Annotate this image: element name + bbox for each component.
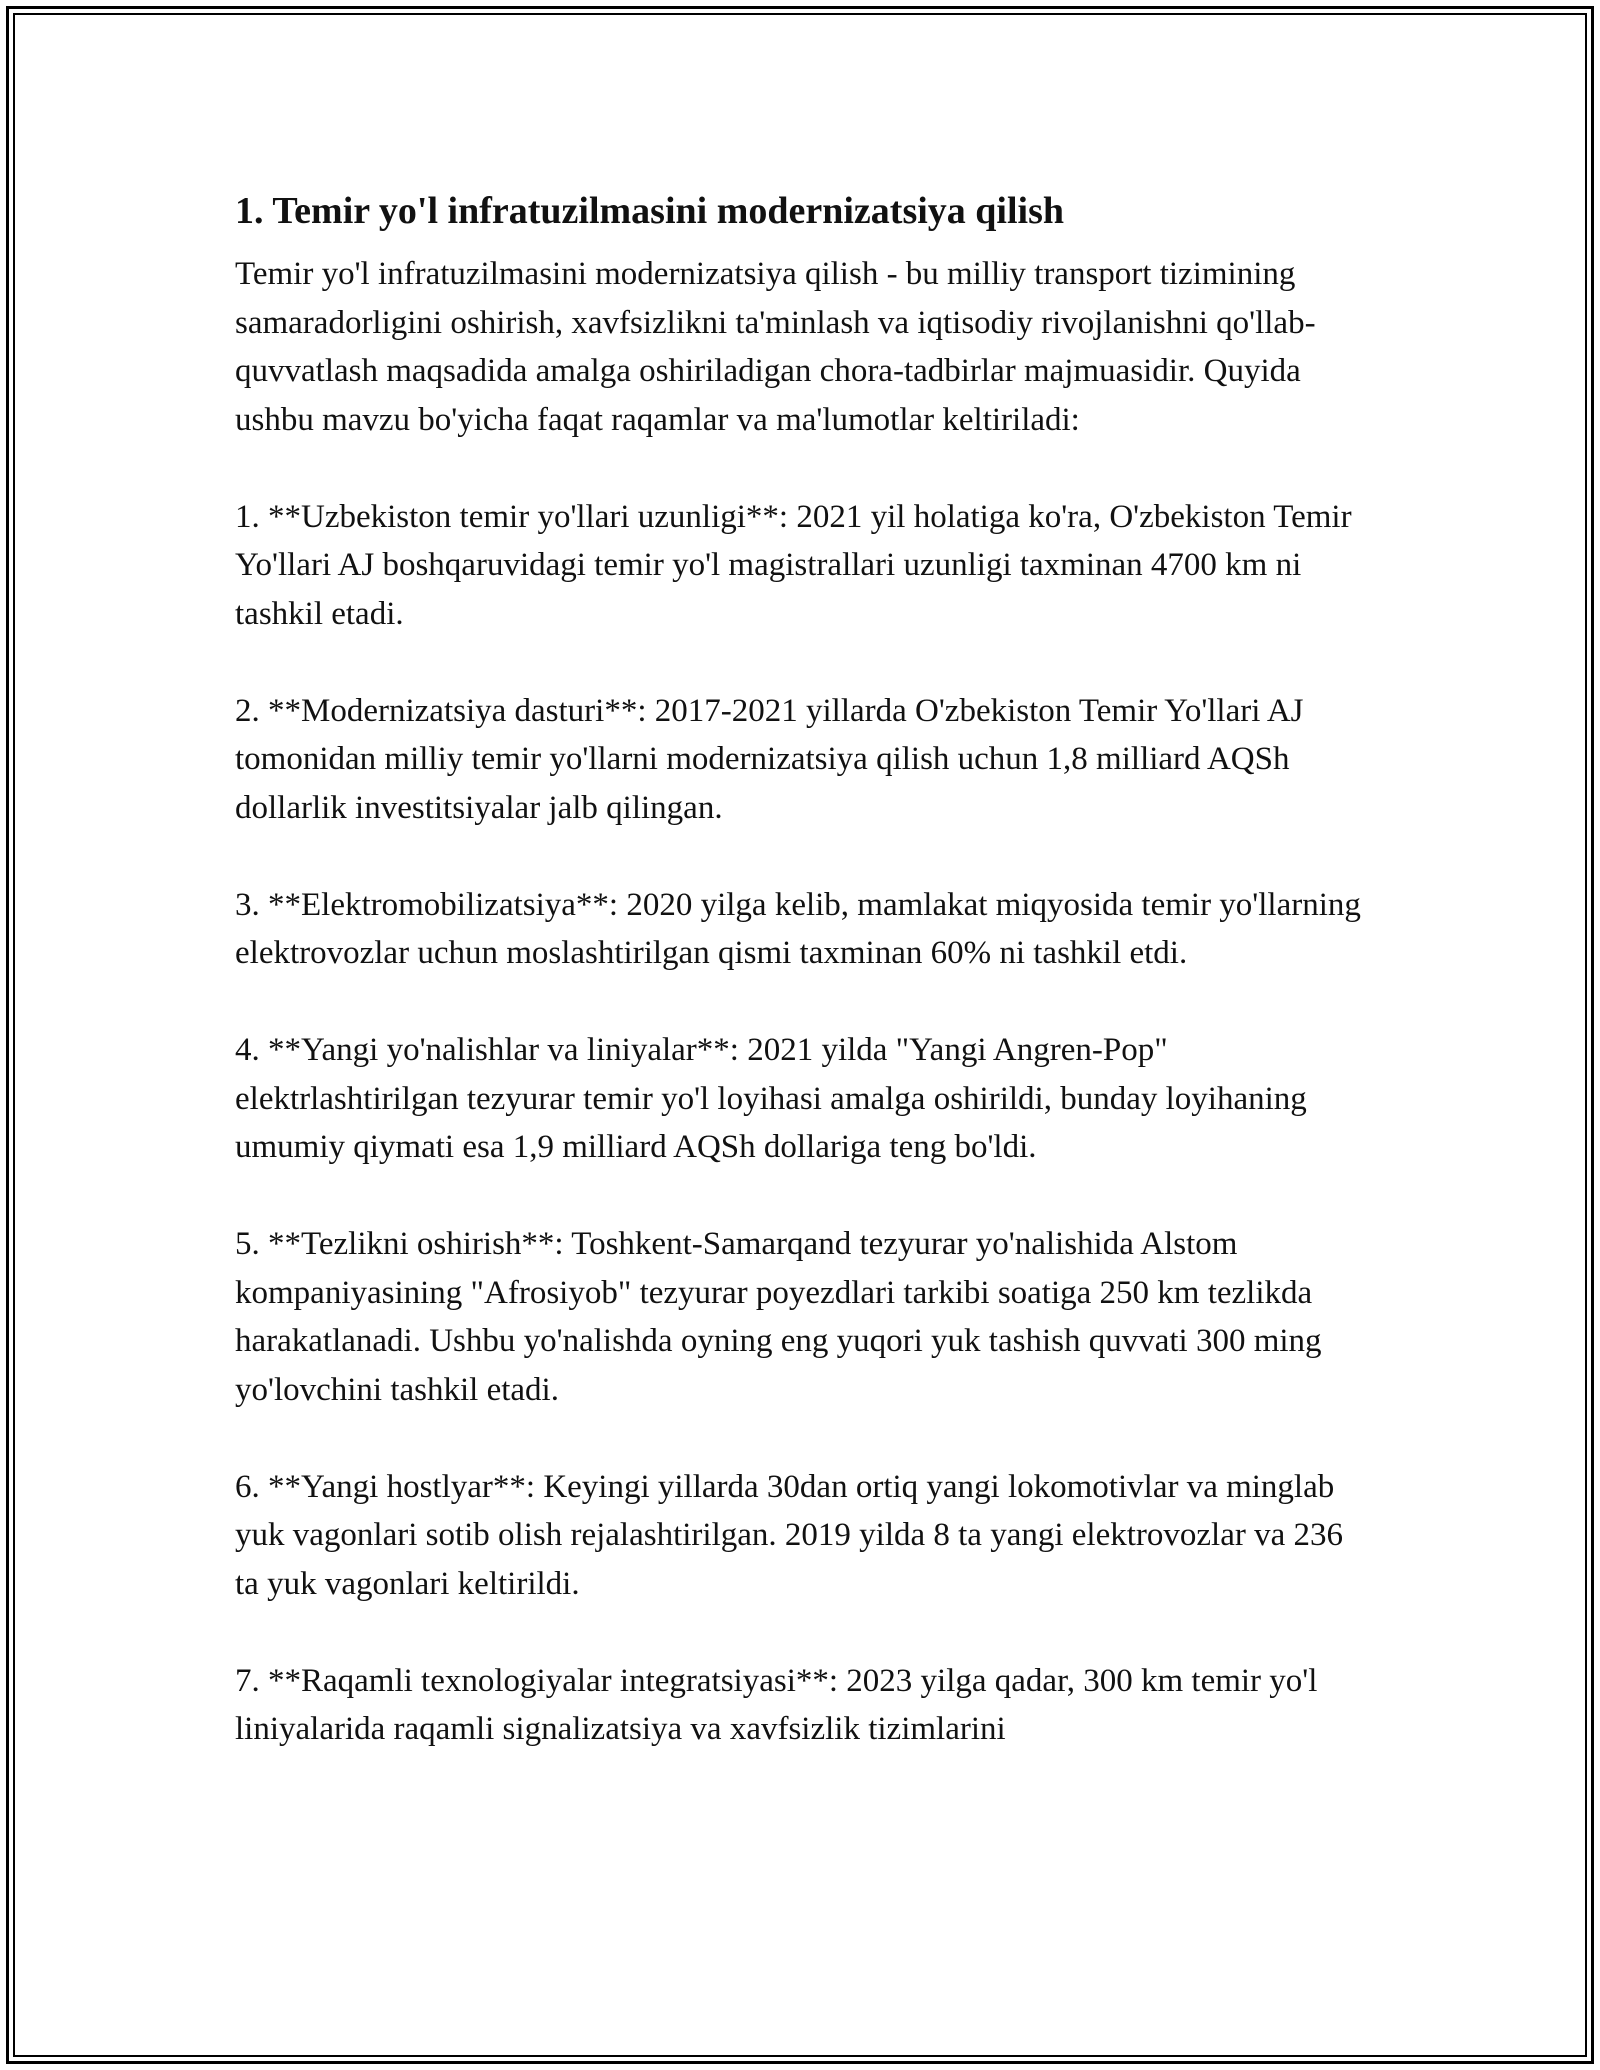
list-item: 6. **Yangi hostlyar**: Keyingi yillarda 30dan ortiq yangi lokomotivlar va minglab yuk vagonlari sotib olish rejalashtirilgan. 2019 yilda 8 ta yangi elektrovozlar va 236 ta yuk vagonlari keltirildi. xyxy=(235,1468,1343,1602)
list-item: 7. **Raqamli texnologiyalar integratsiyasi**: 2023 yilga qadar, 300 km temir yo'l liniyalarida raqamli signalizatsiya va xavfsizlik tizimlarini xyxy=(235,1662,1318,1747)
document-title: 1. Temir yo'l infratuzilmasini modernizatsiya qilish xyxy=(235,190,1065,232)
list-item: 1. **Uzbekiston temir yo'llari uzunligi**: 2021 yil holatiga ko'ra, O'zbekiston Temir Yo'llari AJ boshqaruvidagi temir yo'l magistrallari uzunligi taxminan 4700 km ni tashkil etadi. xyxy=(235,498,1352,632)
list-item: 5. **Tezlikni oshirish**: Toshkent-Samarqand tezyurar yo'nalishida Alstom kompaniyasining "Afrosiyob" tezyurar poyezdlari tarkibi soatiga 250 km tezlikda harakatlanadi. Ushbu yo'nalishda oyning eng yuqori yuk tashish quvvati 300 ming yo'lovchini tashkil etadi. xyxy=(235,1226,1322,1408)
list-item: 4. **Yangi yo'nalishlar va liniyalar**: 2021 yilda "Yangi Angren-Pop" elektrlashtirilgan tezyurar temir yo'l loyihasi amalga oshirildi, bunday loyihaning umumiy qiymati esa 1,9 milliard AQSh dollariga teng bo'ldi. xyxy=(235,1032,1307,1165)
document-body xyxy=(235,184,1370,1802)
list-item: 3. **Elektromobilizatsiya**: 2020 yilga kelib, mamlakat miqyosida temir yo'llarning elektrovozlar uchun moslashtirilgan qismi taxminan 60% ni tashkil etdi. xyxy=(235,886,1361,971)
intro-paragraph: Temir yo'l infratuzilmasini modernizatsiya qilish - bu milliy transport tizimining samaradorligini oshirish, xavfsizlikni ta'minlash va iqtisodiy rivojlanishni qo'llab-quvvatlash maqsadida amalga oshiriladigan chora-tadbirlar majmuasidir. Quyida ushbu mavzu bo'yicha faqat raqamlar va ma'lumotlar keltiriladi: xyxy=(235,256,1316,438)
list-item: 2. **Modernizatsiya dasturi**: 2017-2021 yillarda O'zbekiston Temir Yo'llari AJ tomonidan milliy temir yo'llarni modernizatsiya qilish uchun 1,8 milliard AQSh dollarlik investitsiyalar jalb qilingan. xyxy=(235,692,1304,826)
